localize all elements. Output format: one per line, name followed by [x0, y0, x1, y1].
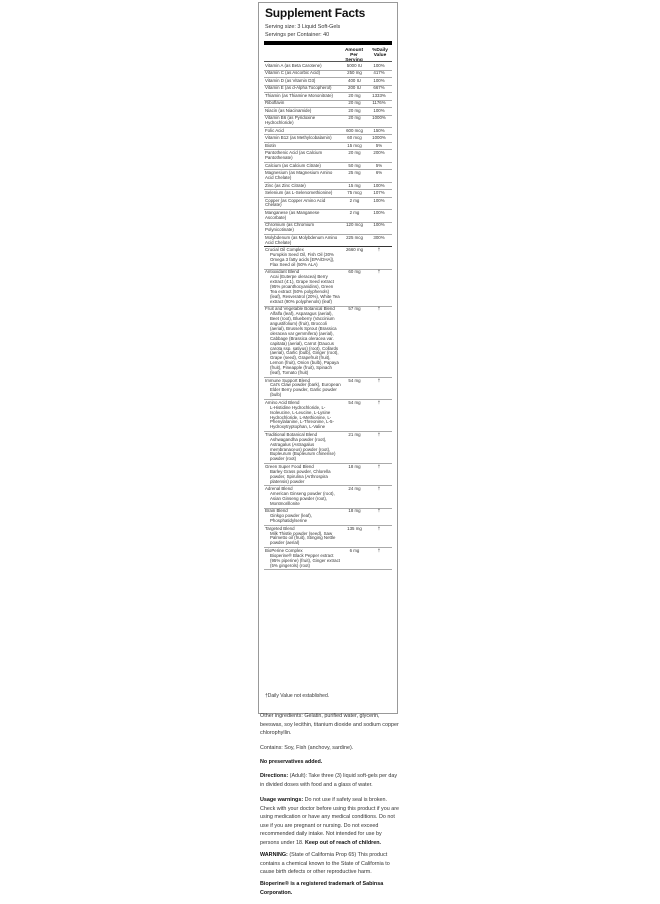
nutrient-name: [264, 548, 341, 569]
nutrient-label: Chromium (as Chromium Polynicotinate): [265, 222, 315, 233]
nutrient-name: [264, 183, 341, 190]
nutrient-amount: 21 mg: [348, 431, 361, 437]
nutrient-row: [264, 116, 392, 128]
nutrient-daily-value: †: [377, 377, 381, 383]
nutrient-row: [264, 235, 392, 247]
nutrient-daily-value: 667%: [373, 85, 385, 91]
nutrient-name: [264, 432, 341, 463]
nutrient-label: Zinc (as Zinc Citrate): [265, 182, 306, 188]
nutrient-label: Vitamin B6 (as Pyridoxine Hydrochloride): [265, 115, 316, 126]
trademark-note: Bioperine® is a registered trademark of Sabinsa Corporation.: [260, 881, 384, 896]
blend-ingredients: Milk Thistle powder (seed), Saw Palmetto oil (fruit), Stinging Nettle powder (aerial): [270, 530, 336, 546]
nutrient-label: Immune Support Blend: [265, 377, 310, 383]
nutrient-name: [264, 526, 341, 547]
nutrient-name: [264, 163, 341, 170]
nutrient-label: Vitamin B12 (as Methylcobalamin): [265, 135, 332, 141]
nutrient-row: [264, 247, 392, 269]
nutrient-label: Green Super Food Blend: [265, 463, 314, 469]
column-amount-header: Amount Per: [344, 48, 364, 59]
nutrient-amount: 20 mg: [348, 92, 361, 98]
nutrient-daily-value: †: [377, 269, 381, 275]
nutrient-daily-value: 300%: [373, 234, 385, 240]
nutrient-daily-value: 107%: [373, 190, 385, 196]
prop65-warning: [260, 851, 400, 877]
nutrient-daily-value: †: [377, 547, 381, 553]
blend-ingredients: Ginkgo powder (leaf), Phosphatidylserine: [270, 513, 312, 524]
nutrient-label: Calcium (as Calcium Citrate): [265, 162, 321, 168]
nutrient-amount: 18 mg: [348, 463, 361, 469]
nutrient-label: BioPerine Complex: [265, 547, 303, 553]
nutrient-label: Targeted Blend: [265, 525, 295, 531]
nutrient-row: [264, 210, 392, 222]
keep-out-of-reach: Keep out of reach of children.: [304, 839, 382, 846]
nutrient-label: Magnesium (as Magnesium Amino Acid Chelate): [265, 170, 333, 181]
nutrient-daily-value: 100%: [373, 182, 385, 188]
nutrient-amount: 600 mcg: [346, 127, 363, 133]
nutrient-name: [264, 270, 341, 306]
nutrient-amount: 20 mg: [348, 115, 361, 121]
nutrient-daily-value: 5%: [375, 162, 383, 168]
nutrient-label: Vitamin A (as Beta Carotene): [265, 62, 322, 68]
nutrient-row: [264, 432, 392, 464]
nutrient-label: Antioxidant Blend: [265, 269, 300, 275]
nutrient-label: Molybdenum (as Molybdenum Amino Acid Chelate): [265, 234, 338, 245]
nutrient-amount: 20 mg: [348, 100, 361, 106]
nutrient-label: Selenium (as L-Selenomethionine): [265, 190, 333, 196]
no-preservatives: No preservatives added.: [260, 759, 323, 765]
nutrient-label: Vitamin D (as Vitamin D3): [265, 77, 316, 83]
nutrient-daily-value: 100%: [373, 77, 385, 83]
nutrient-amount: 6 mg: [349, 547, 360, 553]
nutrient-amount: 18 mg: [348, 508, 361, 514]
nutrient-name: [264, 223, 341, 234]
nutrient-name: [264, 86, 341, 93]
nutrient-name: [264, 190, 341, 197]
nutrient-row: [264, 170, 392, 182]
nutrient-label: Vitamin E (as d-Alpha Tocopherol): [265, 85, 332, 91]
nutrient-amount: 2 mg: [349, 209, 360, 215]
nutrient-label: Thiamin (as Thiamine Mononitrate): [265, 92, 334, 98]
nutrient-amount: 15 mg: [348, 182, 361, 188]
nutrient-label: Adrenal Blend: [265, 486, 293, 492]
nutrient-row: [264, 223, 392, 235]
servings-per-container: Servings per Container: 40: [265, 32, 330, 38]
nutrient-daily-value: †: [377, 431, 381, 437]
nutrient-name: [264, 509, 341, 525]
nutrient-daily-value: 417%: [373, 70, 385, 76]
nutrient-label: Niacin (as Niacinamide): [265, 107, 312, 113]
blend-ingredients: Bioperine® Black Pepper extract (95% piperine) (fruit), Ginger extract (5% gingerols) (root): [270, 552, 341, 568]
warning-label: WARNING:: [260, 852, 288, 858]
nutrient-daily-value: †: [377, 525, 381, 531]
nutrient-daily-value: 1333%: [372, 92, 386, 98]
nutrient-label: Pantothenic Acid (as Calcium Pantothenate): [265, 150, 323, 161]
blend-ingredients: Cat's Claw powder (bark), European Elder Berry powder, Garlic powder (bulb): [270, 382, 341, 398]
nutrient-amount: 20 mg: [348, 107, 361, 113]
blend-ingredients: Acai (Euterpe oleracea) Berry extract (4:1), Grape Seed extract (95% proanthocyanidins), Green Tea extract (50% polyphenols) (leaf), Resveratrol (20%), White Tea extract (90% polyphenols) (leaf): [270, 274, 340, 304]
nutrient-daily-value: 100%: [373, 222, 385, 228]
nutrient-name: [264, 170, 341, 181]
nutrient-amount: 57 mg: [348, 306, 361, 312]
nutrient-daily-value: 6%: [375, 170, 383, 176]
nutrient-row: [264, 509, 392, 526]
nutrient-amount: 24 mg: [348, 486, 361, 492]
nutrient-daily-value: †: [377, 463, 381, 469]
nutrient-amount: 20 mg: [348, 150, 361, 156]
blend-ingredients: Barley Grass powder, Chlorella powder, Spirulina (Arthrospira platensis) powder: [270, 468, 331, 484]
usage-text: Do not use if safety seal is broken. Check with your doctor before using this product if you are using medication or have any medical conditions. Do not use if you are pregnant or nursing. Do not exceed recommended daily intake. Not intended for use by persons under 18.: [260, 797, 400, 846]
nutrient-amount: 400 IU: [348, 77, 361, 83]
warning-text: (State of California Prop 65) This product contains a chemical known to the State of California to cause birth defects or other reproductive harm.: [260, 852, 390, 876]
nutrient-label: Brain Blend: [265, 508, 288, 514]
nutrient-label: Crucial Oil Complex: [265, 247, 304, 253]
nutrient-daily-value: 5%: [375, 142, 383, 148]
nutrient-name: [264, 63, 341, 70]
nutrient-daily-value: 150%: [373, 127, 385, 133]
nutrient-amount: 250 mg: [347, 70, 362, 76]
nutrient-row: [264, 464, 392, 486]
nutrient-amount: 135 mg: [347, 525, 362, 531]
blend-ingredients: Pumpkin Seed Oil, Fish Oil (30% Omega 3 fatty acids [EPA/DHA]), Flax Seed oil (50% ALA): [270, 252, 335, 267]
nutrient-row: [264, 198, 392, 210]
nutrient-daily-value: 1000%: [372, 115, 386, 121]
nutrient-label: Amino Acid Blend: [265, 399, 300, 405]
blend-ingredients: L-Histidine Hydrochloride, L-Isoleucine, L-Leucine, L-Lysine Hydrochloride, L-Methionine, L-Phenylalanine, L-Threonine, L-5-Hydroxytryptophan, L-Valine: [270, 404, 334, 430]
nutrient-row: [264, 307, 392, 378]
nutrient-name: [264, 78, 341, 85]
nutrient-daily-value: †: [377, 306, 381, 312]
nutrient-daily-value: 1000%: [372, 135, 386, 141]
thick-rule: [264, 41, 392, 45]
nutrient-name: [264, 400, 341, 431]
blend-ingredients: Ashwagandha powder (root), Astragalus (Astragalus membranaceus) powder (root), Bupleurum (Bupleurum chinense) powder (root): [270, 436, 336, 462]
other-ingredients: Other ingredients: Gelatin, purified water, glycerin, beeswax, soy lecithin, titanium dioxide and sodium copper chlorophyllin.: [260, 713, 399, 737]
nutrient-amount: 25 mg: [348, 170, 361, 176]
nutrient-row: [264, 378, 392, 400]
nutrient-row: [264, 270, 392, 307]
nutrient-name: [264, 93, 341, 100]
directions-label: Directions:: [260, 773, 289, 779]
nutrient-label: Copper (as Copper Amino Acid Chelate): [265, 197, 326, 208]
nutrient-name: [264, 101, 341, 108]
nutrient-name: [264, 486, 341, 507]
column-dv-header: %Daily Value: [372, 48, 388, 59]
nutrient-amount: 15 mcg: [347, 142, 362, 148]
usage-label: Usage warnings:: [260, 797, 304, 803]
nutrient-row: [264, 135, 392, 143]
nutrient-amount: 5000 IU: [346, 62, 363, 68]
nutrient-row: [264, 548, 392, 570]
directions-text: (Adult): Take three (3) liquid soft-gels per day in divided doses with food and a glass of water.: [260, 773, 398, 788]
nutrient-amount: 200 IU: [348, 85, 361, 91]
nutrient-amount: 75 mcg: [347, 190, 362, 196]
nutrient-name: [264, 143, 341, 150]
nutrient-amount: 54 mg: [348, 377, 361, 383]
nutrient-daily-value: †: [377, 486, 381, 492]
nutrient-name: [264, 307, 341, 377]
nutrient-name: [264, 108, 341, 115]
nutrient-amount: 2 mg: [349, 197, 360, 203]
nutrient-amount: 60 mg: [348, 269, 361, 275]
nutrient-name: [264, 71, 341, 78]
nutrient-daily-value: 100%: [373, 209, 385, 215]
nutrient-name: [264, 116, 341, 127]
nutrient-daily-value: 100%: [373, 197, 385, 203]
nutrient-daily-value: 100%: [373, 107, 385, 113]
nutrient-amount: 225 mcg: [346, 234, 363, 240]
nutrient-amount: 54 mg: [348, 399, 361, 405]
supplement-facts-panel: [258, 2, 398, 714]
nutrient-label: Traditional Botanical Blend: [265, 431, 318, 437]
nutrient-amount: 120 mcg: [346, 222, 363, 228]
nutrient-name: [264, 247, 341, 268]
nutrient-name: [264, 464, 341, 485]
nutrient-label: Riboflavin: [265, 100, 285, 106]
nutrient-daily-value: †: [377, 399, 381, 405]
nutrient-daily-value: †: [377, 508, 381, 514]
nutrient-daily-value: 1176%: [372, 100, 386, 106]
nutrient-label: Vitamin C (as Ascorbic Acid): [265, 70, 321, 76]
directions: [260, 772, 400, 789]
nutrient-label: Fruit and Vegetable Botanical Blend: [265, 306, 335, 312]
nutrient-label: Folic Acid: [265, 127, 284, 133]
nutrient-amount: 50 mg: [348, 162, 361, 168]
nutrient-name: [264, 128, 341, 135]
nutrient-name: [264, 210, 341, 221]
panel-title: Supplement Facts: [265, 6, 366, 20]
nutrient-name: [264, 150, 341, 161]
nutrient-name: [264, 135, 341, 142]
nutrient-label: Biotin: [265, 142, 276, 148]
footnote: †Daily Value not established.: [265, 693, 330, 699]
nutrient-amount: 2660 mg: [345, 247, 364, 253]
nutrient-name: [264, 378, 341, 399]
contains-allergens: Contains: Soy, Fish (anchovy, sardine).: [260, 745, 354, 751]
nutrient-daily-value: 200%: [373, 150, 385, 156]
nutrient-amount: 60 mcg: [347, 135, 362, 141]
nutrient-name: [264, 198, 341, 209]
nutrient-row: [264, 150, 392, 162]
blend-ingredients: American Ginseng powder (root), Asian Ginseng powder (root), Montmorillonite: [270, 490, 335, 506]
nutrient-label: Manganese (as Manganese Ascorbate): [265, 209, 320, 220]
nutrient-rows: [264, 63, 392, 570]
nutrient-row: [264, 526, 392, 548]
serving-size: Serving size: 3 Liquid Soft-Gels: [265, 24, 341, 30]
nutrient-row: [264, 486, 392, 508]
nutrient-name: [264, 235, 341, 246]
nutrient-daily-value: 100%: [373, 62, 385, 68]
blend-ingredients: Alfalfa (leaf), Asparagus (aerial), Beet (root), Blueberry (Vaccinium angustifolium) (fruit), Broccoli (aerial), Brussels Sprout (Brassica oleracea var gemmifera) (aerial), Cabbage (Brassica oleracea var. capitata) (aerial), Carrot (Daucus carota ssp. sativus) (root), Collards (aerial), Garlic (bulb), Ginger (root), Grape (seed), Grapefruit (fruit), Lemon (fruit), Onion (bulb), Papaya (fruit), Pineapple (fruit), Spinach (leaf), Tomato (fruit): [270, 311, 339, 376]
nutrient-row: [264, 400, 392, 432]
nutrient-daily-value: †: [377, 247, 381, 253]
usage-warnings: [260, 796, 400, 848]
